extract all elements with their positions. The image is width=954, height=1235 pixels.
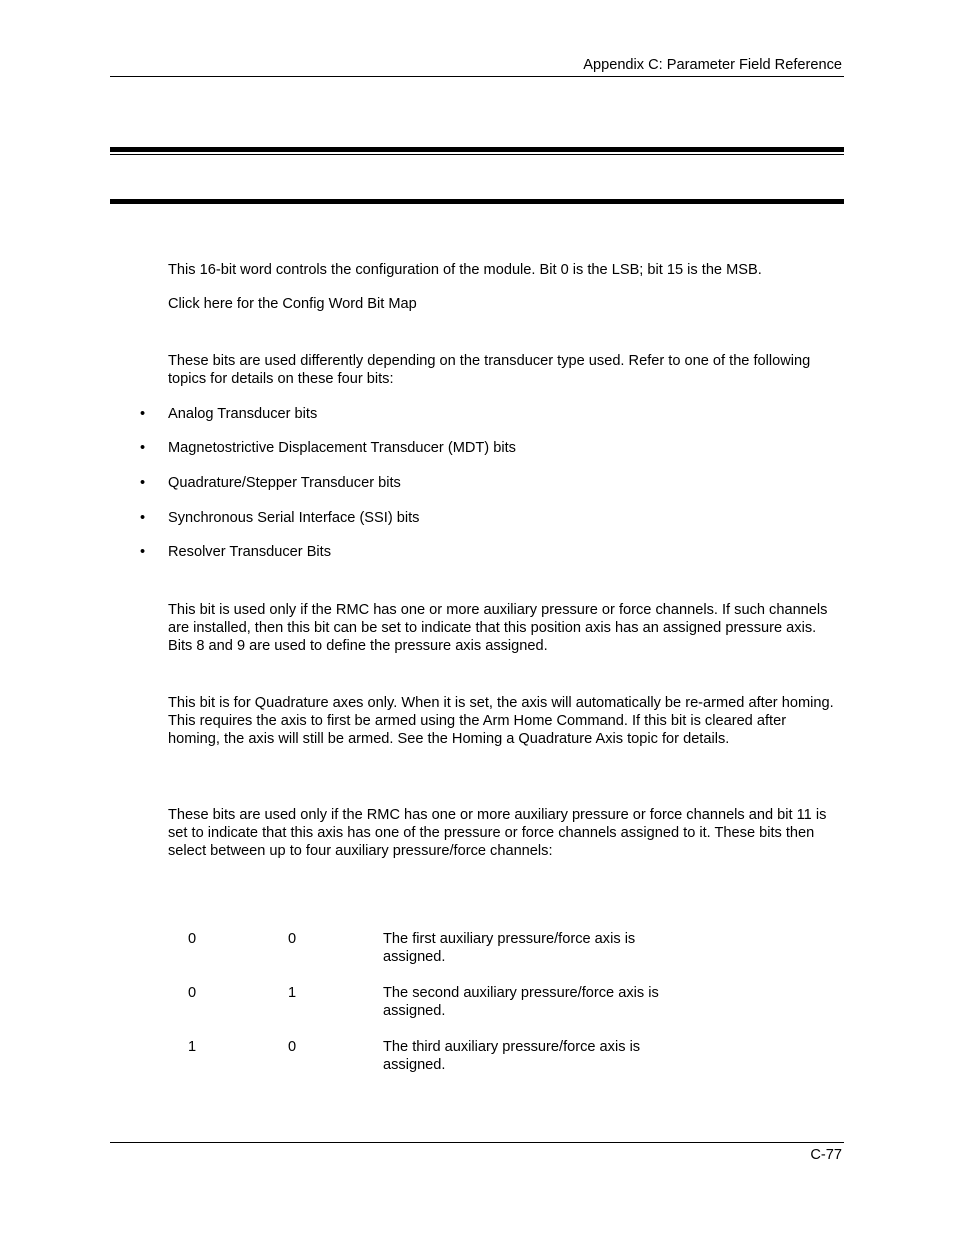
header-rule: [110, 76, 844, 77]
list-item-label: Magnetostrictive Displacement Transducer (MDT) bits: [168, 440, 516, 456]
table-cell-bit8: 0: [288, 931, 297, 947]
title-bottom-rule: [110, 199, 844, 204]
rearm-homing-bit-paragraph: This bit is for Quadrature axes only. When it is set, the axis will automatically be re-armed after homing. This requires the axis to first be armed using the Arm Home Command. If this bit is cleared after homing, the axis will still be armed. See the Homing a Quadrature Axis topic for details.: [168, 695, 834, 747]
config-word-bitmap-link[interactable]: Click here for the Config Word Bit Map: [168, 296, 417, 312]
transducer-bits-paragraph: These bits are used differently depending on the transducer type used. Refer to one of the following topics for details on these four bits:: [168, 353, 811, 387]
bullet-icon: •: [140, 510, 146, 526]
pressure-select-bits-paragraph: These bits are used only if the RMC has one or more auxiliary pressure or force channels and bit 11 is set to indicate that this axis has one of the pressure or force channels assigned to it. These bits then select between up to four auxiliary pressure/force channels:: [168, 807, 827, 859]
list-item-label: Synchronous Serial Interface (SSI) bits: [168, 510, 420, 526]
list-item[interactable]: [140, 509, 840, 527]
list-item[interactable]: [140, 439, 840, 457]
table-cell-bit9: 1: [188, 1039, 197, 1055]
bullet-icon: •: [140, 406, 146, 422]
bullet-icon: •: [140, 544, 146, 560]
table-cell-bit9: 0: [188, 931, 197, 947]
footer-rule: [110, 1142, 844, 1143]
table-cell-bit8: 0: [288, 1039, 297, 1055]
title-top-rule-thin: [110, 154, 844, 155]
table-cell-bit8: 1: [288, 985, 297, 1001]
title-top-rule: [110, 147, 844, 152]
list-item[interactable]: [140, 405, 840, 423]
list-item-label: Resolver Transducer Bits: [168, 544, 332, 560]
list-item-label: Quadrature/Stepper Transducer bits: [168, 475, 401, 491]
list-item[interactable]: [140, 474, 840, 492]
pressure-axis-bit-paragraph: This bit is used only if the RMC has one or more auxiliary pressure or force channels. If such channels are installed, then this bit can be set to indicate that this position axis has an assigned pressure axis. Bits 8 and 9 are used to define the pressure axis assigned.: [168, 602, 828, 654]
table-cell-description: The second auxiliary pressure/force axis is assigned.: [383, 985, 659, 1019]
bullet-icon: •: [140, 440, 146, 456]
table-cell-bit9: 0: [188, 985, 197, 1001]
table-cell-description: The first auxiliary pressure/force axis is assigned.: [383, 931, 636, 965]
bullet-icon: •: [140, 475, 146, 491]
list-item[interactable]: [140, 543, 840, 561]
page-number: C-77: [810, 1147, 842, 1163]
table-cell-description: The third auxiliary pressure/force axis is assigned.: [383, 1039, 641, 1073]
list-item-label: Analog Transducer bits: [168, 406, 318, 422]
intro-paragraph: This 16-bit word controls the configuration of the module. Bit 0 is the LSB; bit 15 is the MSB.: [168, 262, 762, 278]
page-header-title: Appendix C: Parameter Field Reference: [583, 57, 842, 73]
